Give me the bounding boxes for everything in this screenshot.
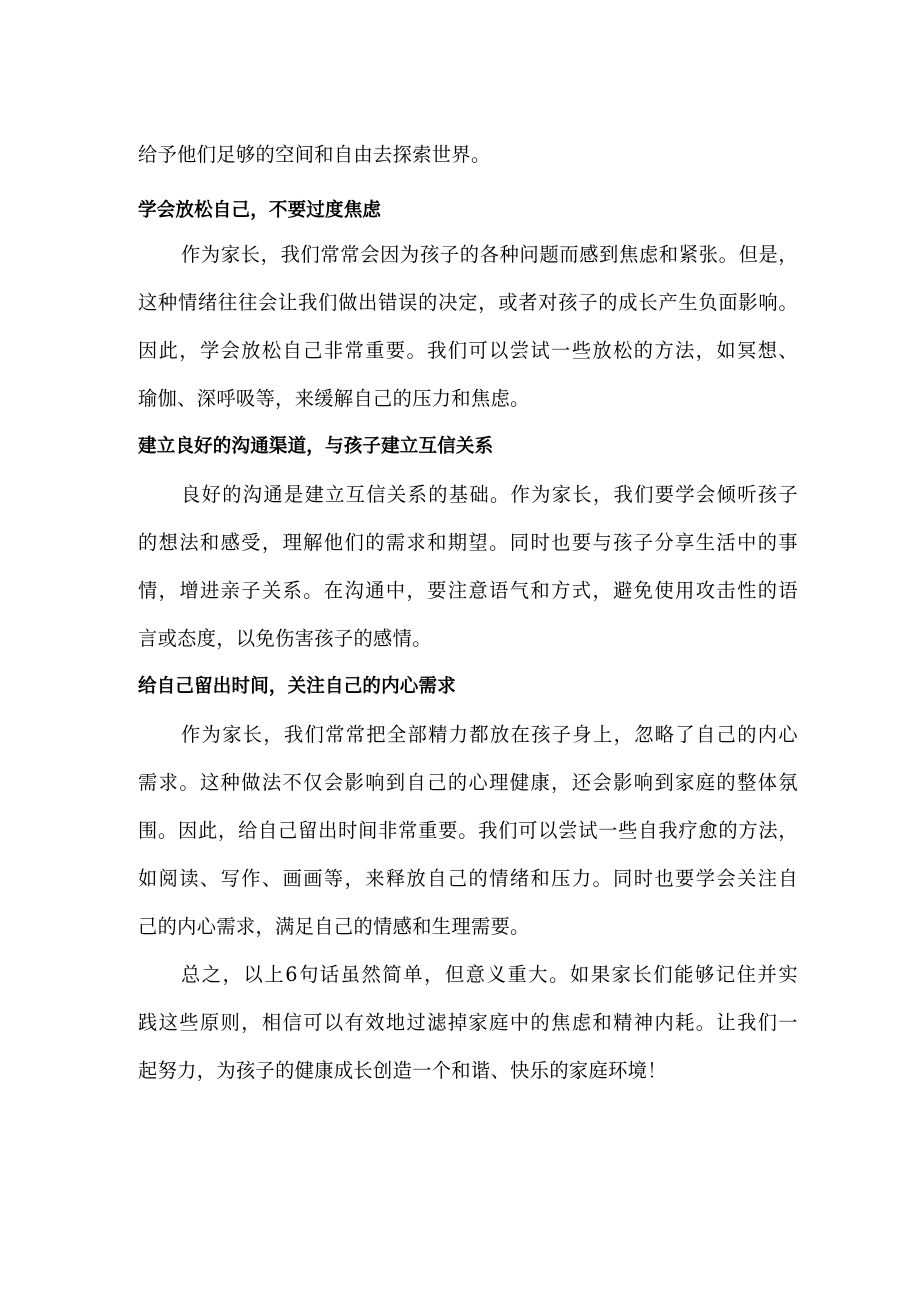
conclusion-line: 起努力，为孩子的健康成长创造一个和谐、快乐的家庭环境！ [138,1059,667,1082]
paragraph-line: 围。因此，给自己留出时间非常重要。我们可以尝试一些自我疗愈的方法， [138,819,798,842]
paragraph-line: 的想法和感受，理解他们的需求和期望。同时也要与孩子分享生活中的事 [138,531,798,554]
paragraph-line: 良好的沟通是建立互信关系的基础。作为家长，我们要学会倾听孩子 [181,483,798,506]
section-heading-communication: 建立良好的沟通渠道，与孩子建立互信关系 [138,436,494,457]
section-heading-self-care: 给自己留出时间，关注自己的内心需求 [138,676,456,697]
intro-tail-line: 给予他们足够的空间和自由去探索世界。 [138,143,491,166]
paragraph-line: 如阅读、写作、画画等，来释放自己的情绪和压力。同时也要学会关注自 [138,867,798,890]
paragraph-line: 这种情绪往往会让我们做出错误的决定，或者对孩子的成长产生负面影响。 [138,291,798,314]
paragraph-line: 瑜伽、深呼吸等，来缓解自己的压力和焦虑。 [138,387,530,410]
paragraph-line: 需求。这种做法不仅会影响到自己的心理健康，还会影响到家庭的整体氛 [138,771,798,794]
paragraph-line: 己的内心需求，满足自己的情感和生理需要。 [138,915,530,938]
paragraph-line: 言或态度，以免伤害孩子的感情。 [138,627,432,650]
paragraph-line: 情，增进亲子关系。在沟通中，要注意语气和方式，避免使用攻击性的语 [138,579,798,602]
paragraph-line: 因此，学会放松自己非常重要。我们可以尝试一些放松的方法，如冥想、 [138,339,798,362]
paragraph-line: 作为家长，我们常常会因为孩子的各种问题而感到焦虑和紧张。但是， [181,243,798,266]
conclusion-line: 总之，以上6句话虽然简单，但意义重大。如果家长们能够记住并实 [181,963,798,986]
paragraph-line: 作为家长，我们常常把全部精力都放在孩子身上，忽略了自己的内心 [181,723,798,746]
conclusion-line: 践这些原则，相信可以有效地过滤掉家庭中的焦虑和精神内耗。让我们一 [138,1011,798,1034]
section-heading-relax: 学会放松自己，不要过度焦虑 [138,200,382,221]
